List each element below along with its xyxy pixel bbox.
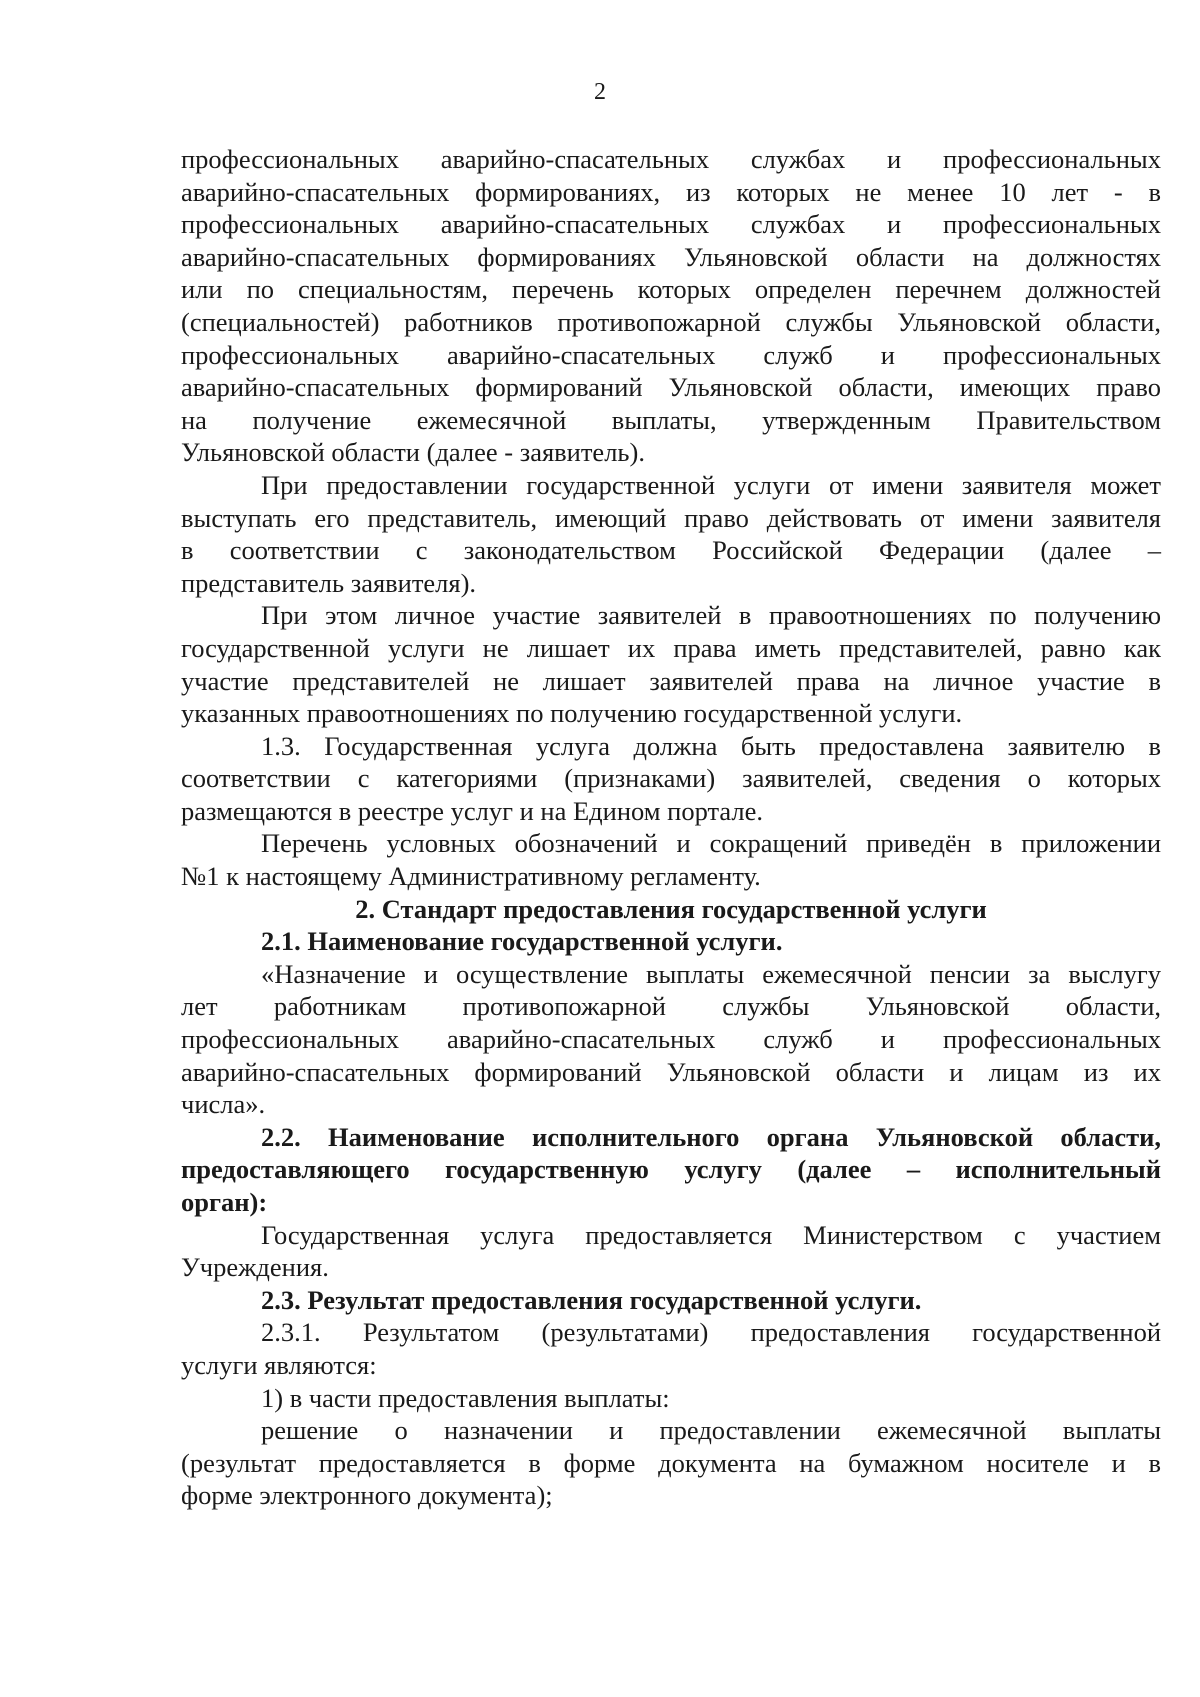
text-line: «Назначение и осуществление выплаты ежемесячной пенсии за выслугу [261, 958, 1161, 989]
text-line: представитель заявителя). [181, 567, 477, 598]
text-line: услуги являются: [181, 1349, 377, 1380]
text-line: участие представителей не лишает заявителей права на личное участие в [181, 665, 1161, 696]
subsection-2-3-heading [181, 1284, 1161, 1317]
text-line: Перечень условных обозначений и сокращений приведён в приложении [261, 828, 1161, 859]
text-line: Государственная услуга предоставляется Министерством с участием [261, 1219, 1161, 1250]
text-line: числа». [181, 1089, 266, 1120]
text-line: 2.3. Результат предоставления государственной услуги. [261, 1284, 922, 1315]
text-line: размещаются в реестре услуг и на Едином портале. [181, 795, 763, 826]
document-body [181, 143, 1161, 1512]
text-line: аварийно-спасательных формированиях, из которых не менее 10 лет - в [181, 176, 1161, 207]
text-line: 2.3.1. Результатом (результатами) предоставления государственной [261, 1317, 1161, 1348]
text-line: указанных правоотношениях по получению государственной услуги. [181, 698, 963, 729]
text-line: форме электронного документа); [181, 1480, 553, 1511]
text-line: на получение ежемесячной выплаты, утвержденным Правительством [181, 404, 1161, 435]
text-line: При этом личное участие заявителей в правоотношениях по получению [261, 600, 1161, 631]
text-line: (специальностей) работников противопожарной службы Ульяновской области, [181, 306, 1161, 337]
text-line: выступать его представитель, имеющий право действовать от имени заявителя [181, 502, 1161, 533]
page-number: 2 [594, 79, 606, 105]
text-line: или по специальностям, перечень которых определен перечнем должностей [181, 274, 1161, 305]
text-line: решение о назначении и предоставлении ежемесячной выплаты [261, 1415, 1161, 1446]
text-line: Ульяновской области (далее - заявитель). [181, 437, 645, 468]
text-line: государственной услуги не лишает их права иметь представителей, равно как [181, 632, 1161, 663]
text-line: 2.1. Наименование государственной услуги. [261, 926, 783, 957]
paragraph-personal-participation [181, 599, 1161, 729]
text-line: соответствии с категориями (признаками) заявителей, сведения о которых [181, 763, 1161, 794]
subsection-2-3-1-text [181, 1316, 1161, 1381]
text-line: профессиональных аварийно-спасательных служб и профессиональных [181, 1024, 1161, 1055]
text-line: профессиональных аварийно-спасательных службах и профессиональных [181, 144, 1161, 174]
paragraph-1-3 [181, 730, 1161, 828]
subsection-2-3-item-1 [181, 1382, 1161, 1415]
subsection-2-3-decision [181, 1414, 1161, 1512]
text-line: При предоставлении государственной услуги от имени заявителя может [261, 469, 1161, 500]
section-2-heading: 2. Стандарт предоставления государственной услуги [355, 893, 987, 924]
paragraph-applicant-definition [181, 143, 1161, 469]
subsection-2-2-text [181, 1219, 1161, 1284]
subsection-2-2-heading [181, 1121, 1161, 1219]
paragraph-abbreviations [181, 827, 1161, 892]
text-line: 1.3. Государственная услуга должна быть предоставлена заявителю в [261, 730, 1161, 761]
text-line: профессиональных аварийно-спасательных службах и профессиональных [181, 209, 1161, 240]
text-line: предоставляющего государственную услугу (далее – исполнительный [181, 1154, 1161, 1185]
text-line: аварийно-спасательных формирований Ульяновской области, имеющих право [181, 372, 1161, 403]
text-line: аварийно-спасательных формирований Ульяновской области и лицам из их [181, 1056, 1161, 1087]
paragraph-representative [181, 469, 1161, 599]
text-line: профессиональных аварийно-спасательных служб и профессиональных [181, 339, 1161, 370]
text-line: Учреждения. [181, 1252, 329, 1283]
text-line: орган): [181, 1187, 268, 1217]
subsection-2-1-heading [181, 925, 1161, 958]
text-line: аварийно-спасательных формированиях Ульяновской области на должностях [181, 241, 1161, 272]
text-line: 1) в части предоставления выплаты: [261, 1382, 670, 1413]
subsection-2-1-text [181, 958, 1161, 1121]
text-line: в соответствии с законодательством Российской Федерации (далее – [181, 535, 1161, 566]
text-line: лет работникам противопожарной службы Ульяновской области, [181, 991, 1161, 1022]
text-line: 2.2. Наименование исполнительного органа Ульяновской области, [261, 1121, 1161, 1152]
text-line: (результат предоставляется в форме документа на бумажном носителе и в [181, 1447, 1161, 1478]
text-line: №1 к настоящему Административному регламенту. [181, 861, 761, 892]
